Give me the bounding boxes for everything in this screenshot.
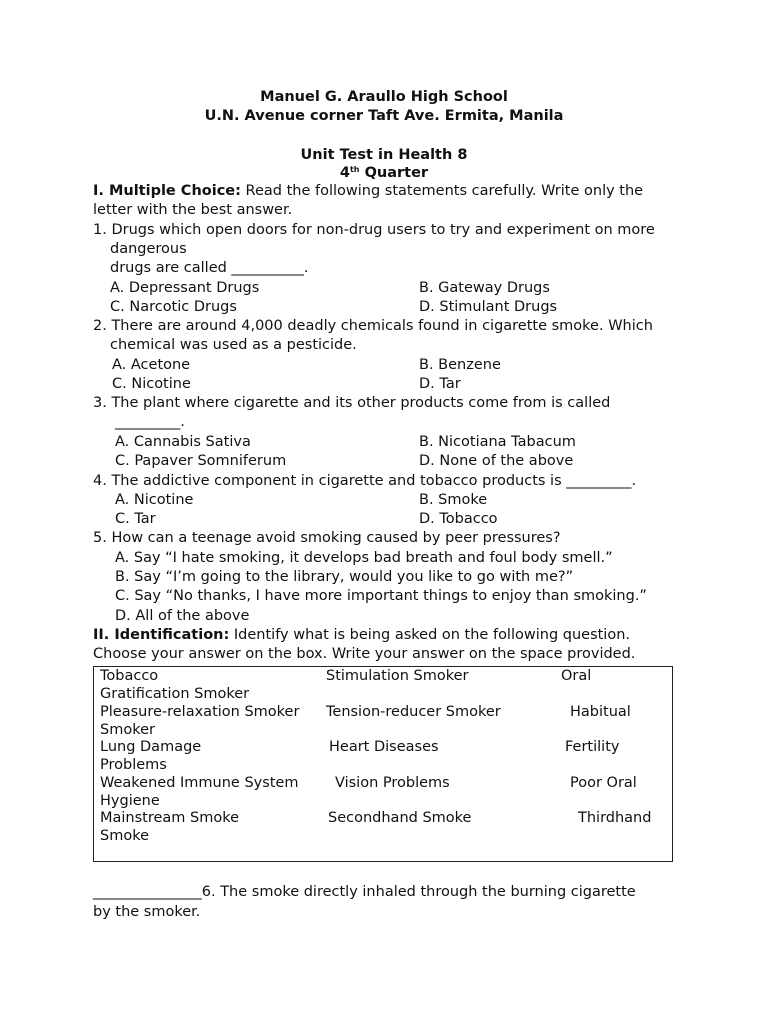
question-2-text: 2. There are around 4,000 deadly chemicals found in cigarette smoke. Which bbox=[93, 318, 653, 334]
box-item: Lung Damage bbox=[100, 739, 202, 755]
box-item: Fertility bbox=[565, 739, 620, 755]
box-item: Secondhand Smoke bbox=[328, 810, 472, 826]
choice-3b: B. Nicotiana Tabacum bbox=[419, 434, 576, 450]
choice-2b: B. Benzene bbox=[419, 357, 501, 373]
part1-instruction-cont: letter with the best answer. bbox=[93, 202, 293, 218]
choice-5b: B. Say “I’m going to the library, would you like to go with me?” bbox=[115, 569, 574, 585]
choice-4d: D. Tobacco bbox=[419, 511, 498, 527]
choice-4a: A. Nicotine bbox=[115, 492, 194, 508]
box-item-cont: Smoker bbox=[100, 722, 155, 738]
school-name: Manuel G. Araullo High School bbox=[260, 89, 508, 105]
question-1-text-cont: dangerous bbox=[110, 241, 187, 257]
choice-3d: D. None of the above bbox=[419, 453, 574, 469]
answer-choices-box bbox=[93, 666, 673, 862]
box-item: Stimulation Smoker bbox=[326, 668, 469, 684]
choice-3a: A. Cannabis Sativa bbox=[115, 434, 251, 450]
box-item: Thirdhand bbox=[578, 810, 652, 826]
part1-instruction-text: Read the following statements carefully. Write only the bbox=[240, 183, 644, 199]
box-item: Mainstream Smoke bbox=[100, 810, 240, 826]
choice-1b: B. Gateway Drugs bbox=[419, 280, 550, 296]
choice-4c: C. Tar bbox=[115, 511, 156, 527]
part1-instruction bbox=[93, 182, 643, 201]
box-item-cont: Hygiene bbox=[100, 793, 160, 809]
question-5-text: 5. How can a teenage avoid smoking caused by peer pressures? bbox=[93, 530, 561, 546]
box-item: Poor Oral bbox=[570, 775, 637, 791]
box-item: Tobacco bbox=[100, 668, 159, 684]
quarter-word: Quarter bbox=[364, 165, 429, 181]
box-item-cont: Smoke bbox=[100, 828, 150, 844]
part2-instruction bbox=[93, 626, 630, 645]
question-1-text: 1. Drugs which open doors for non-drug users to try and experiment on more bbox=[93, 222, 655, 238]
question-3-text: 3. The plant where cigarette and its other products come from is called bbox=[93, 395, 611, 411]
question-6-text-cont: by the smoker. bbox=[93, 904, 201, 920]
choice-1a: A. Depressant Drugs bbox=[110, 280, 260, 296]
choice-5a: A. Say “I hate smoking, it develops bad breath and foul body smell.” bbox=[115, 550, 613, 566]
box-item-cont: Problems bbox=[100, 757, 167, 773]
box-item: Oral bbox=[561, 668, 592, 684]
question-4-text: 4. The addictive component in cigarette and tobacco products is _________. bbox=[93, 473, 637, 489]
choice-5c: C. Say “No thanks, I have more important things to enjoy than smoking.” bbox=[115, 588, 647, 604]
box-item: Heart Diseases bbox=[329, 739, 439, 755]
box-item: Tension-reducer Smoker bbox=[326, 704, 501, 720]
choice-1d: D. Stimulant Drugs bbox=[419, 299, 558, 315]
question-6-text: _______________6. The smoke directly inhaled through the burning cigarette bbox=[93, 884, 636, 900]
question-2-text-cont: chemical was used as a pesticide. bbox=[110, 337, 357, 353]
box-item-cont: Gratification Smoker bbox=[100, 686, 250, 702]
quarter-label bbox=[0, 165, 768, 181]
box-item: Pleasure-relaxation Smoker bbox=[100, 704, 300, 720]
school-address: U.N. Avenue corner Taft Ave. Ermita, Manila bbox=[204, 108, 564, 124]
test-title: Unit Test in Health 8 bbox=[300, 147, 468, 163]
quarter-number: 4 bbox=[339, 165, 350, 181]
choice-4b: B. Smoke bbox=[419, 492, 488, 508]
choice-2c: C. Nicotine bbox=[112, 376, 191, 392]
part2-instruction-cont: Choose your answer on the box. Write your answer on the space provided. bbox=[93, 646, 636, 662]
choice-1c: C. Narcotic Drugs bbox=[110, 299, 237, 315]
question-1-text-cont: drugs are called __________. bbox=[110, 260, 309, 276]
part1-heading: I. Multiple Choice: bbox=[93, 183, 241, 199]
choice-2d: D. Tar bbox=[419, 376, 461, 392]
part2-heading: II. Identification: bbox=[93, 627, 230, 643]
part2-instruction-text: Identify what is being asked on the following question. bbox=[229, 627, 631, 643]
choice-3c: C. Papaver Somniferum bbox=[115, 453, 287, 469]
box-item: Weakened Immune System bbox=[100, 775, 299, 791]
quarter-suffix: th bbox=[349, 165, 360, 174]
choice-5d: D. All of the above bbox=[115, 608, 250, 624]
choice-2a: A. Acetone bbox=[112, 357, 191, 373]
box-item: Vision Problems bbox=[335, 775, 450, 791]
question-3-text-cont: _________. bbox=[115, 414, 185, 430]
box-item: Habitual bbox=[570, 704, 631, 720]
